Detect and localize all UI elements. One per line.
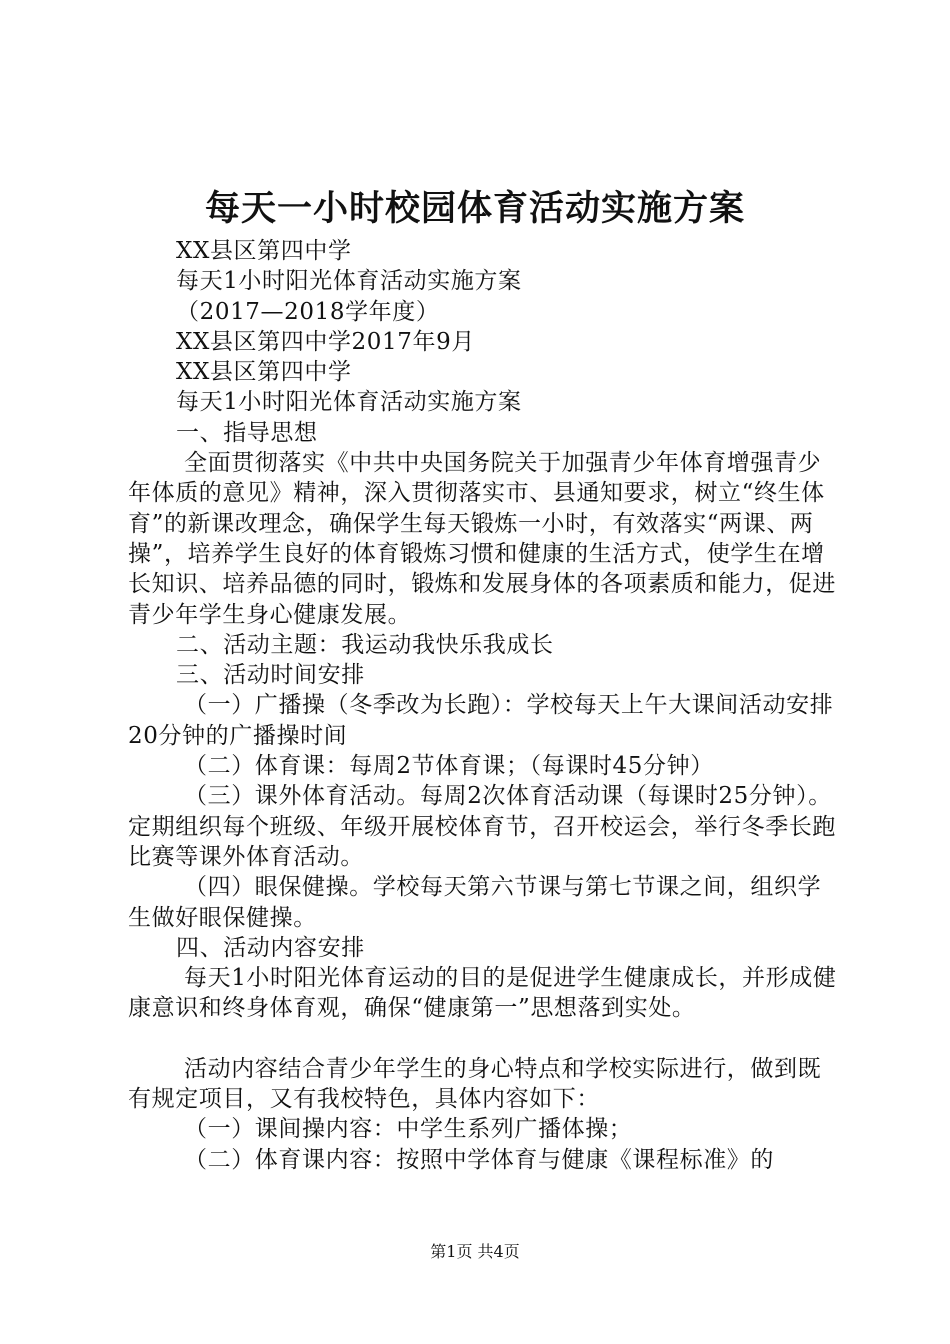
body-paragraph-purpose: 每天1小时阳光体育运动的目的是促进学生健康成长，并形成健康意识和终身体育观，确保“健康第一”思想落到实处。 <box>128 965 837 1022</box>
school-name-line: XX县区第四中学 <box>176 238 352 264</box>
document-title: 每天一小时校园体育活动实施方案 <box>204 188 745 229</box>
section-heading-guiding: 一、指导思想 <box>176 419 318 446</box>
section-heading-content: 四、活动内容安排 <box>176 934 365 961</box>
body-paragraph-guiding: 全面贯彻落实《中共中央国务院关于加强青少年体育增强青少年体质的意见》精神，深入贯彻落实市、县通知要求，树立“终生体育”的新课改理念，确保学生每天锻炼一小时，有效落实“两课、两操”，培养学生良好的体育锻炼习惯和健康的生活方式，使学生在增长知识、培养品德的同时，锻炼和发展身体的各项素质和能力，促进青少年学生身心健康发展。 <box>128 450 836 628</box>
content-item-pe-class: （二）体育课内容：按照中学体育与健康《课程标准》的 <box>184 1146 774 1173</box>
schedule-item-pe-class: （二）体育课：每周2节体育课；（每课时45分钟） <box>184 753 714 780</box>
schedule-item-extracurricular: （三）课外体育活动。每周2次体育活动课（每课时25分钟）。定期组织每个班级、年级开展校体育节，召开校运会，举行冬季长跑比赛等课外体育活动。 <box>128 783 836 870</box>
school-date-line: XX县区第四中学2017年9月 <box>176 328 475 355</box>
school-year-line: （2017—2018学年度） <box>176 298 440 325</box>
paragraph-gap <box>128 1024 840 1054</box>
content-item-break-exercise: （一）课间操内容：中学生系列广播体操； <box>184 1116 633 1143</box>
section-heading-theme: 二、活动主题：我运动我快乐我成长 <box>176 631 554 658</box>
page-number-footer: 第1页 共4页 <box>430 1242 520 1261</box>
body-paragraph-content: 活动内容结合青少年学生的身心特点和学校实际进行，做到既有规定项目，又有我校特色，具体内容如下： <box>128 1055 822 1113</box>
section-heading-schedule: 三、活动时间安排 <box>176 662 365 689</box>
schedule-item-broadcast: （一）广播操（冬季改为长跑）：学校每天上午大课间活动安排20分钟的广播操时间 <box>128 692 834 749</box>
school-name-line-2: XX县区第四中学 <box>176 359 352 386</box>
plan-name-line-2: 每天1小时阳光体育活动实施方案 <box>176 389 522 416</box>
schedule-item-eye-exercise: （四）眼保健操。学校每天第六节课与第七节课之间，组织学生做好眼保健操。 <box>128 874 822 931</box>
plan-name-line: 每天1小时阳光体育活动实施方案 <box>176 268 522 295</box>
document-body <box>128 236 840 1175</box>
